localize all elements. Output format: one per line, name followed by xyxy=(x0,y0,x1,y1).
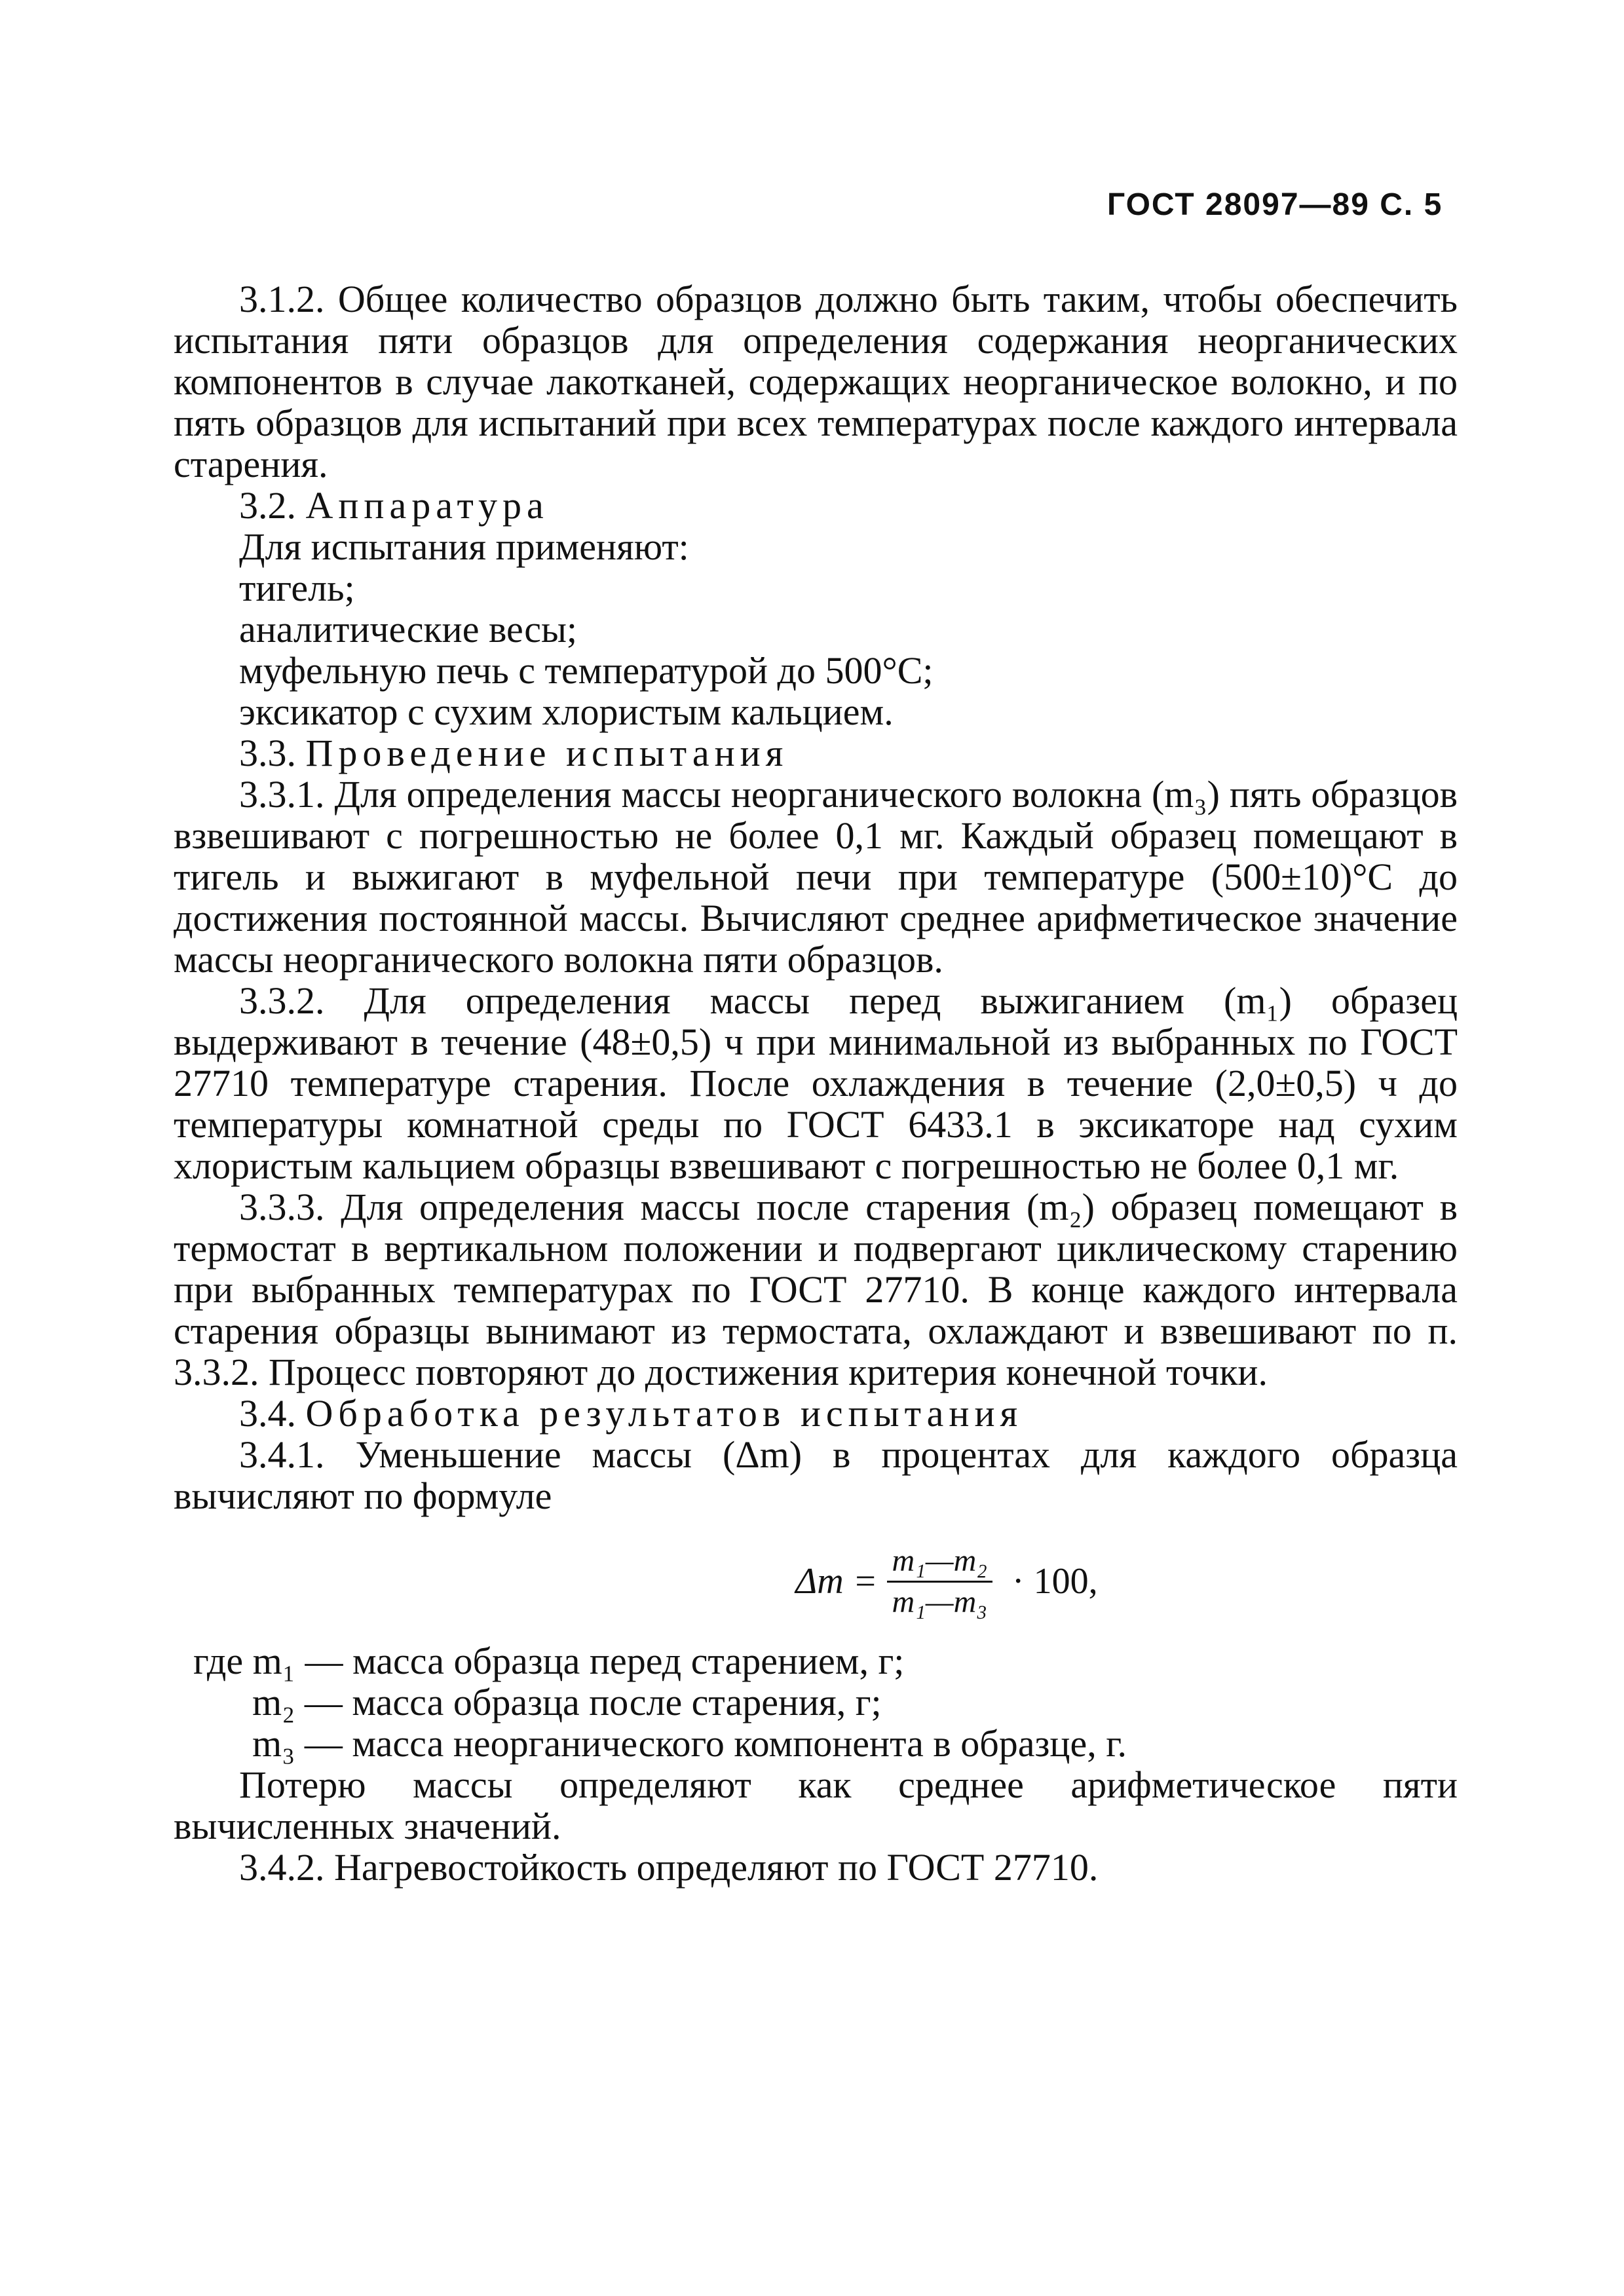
formula-legend-item: m₂ — масса образца после старения, г; xyxy=(252,1681,882,1723)
formula-tail: · 100, xyxy=(1011,1561,1098,1602)
formula-denominator: m₁—m₃ xyxy=(892,1585,987,1619)
section-heading-3-3 xyxy=(174,732,1458,774)
apparatus-item: муфельную печь с температурой до 500°С; xyxy=(239,649,934,692)
paragraph-3-1-2: 3.1.2. Общее количество образцов должно быть таким, чтобы обеспечить испытания пяти образцов для определения содержания неорганических компонентов в случае лакотканей, содержащих неорганическое волокно, и по пять образцов для испытаний при всех температурах после каждого интервала старения. xyxy=(174,278,1458,485)
section-title: Проведение испытания xyxy=(305,732,789,774)
section-number: 3.4. xyxy=(239,1392,306,1435)
paragraph-3-4-2: 3.4.2. Нагревостойкость определяют по ГОСТ 27710. xyxy=(239,1846,1099,1889)
formula-fraction xyxy=(887,1543,992,1621)
apparatus-item: эксикатор с сухим хлористым кальцием. xyxy=(239,690,894,733)
section-title: Аппаратура xyxy=(305,484,549,527)
paragraph-3-3-3: 3.3.3. Для определения массы после старения (m₂) образец помещают в термостат в вертикальном положении и подвергают циклическому старению при выбранных температурах по ГОСТ 27710. В конце каждого интервала старения образцы вынимают из термостата, охлаждают и взвешивают по п. 3.3.2. Процесс повторяют до достижения критерия конечной точки. xyxy=(174,1186,1458,1393)
paragraph-3-3-1: 3.3.1. Для определения массы неорганического волокна (m₃) пять образцов взвешивают с погрешностью не более 0,1 мг. Каждый образец помещают в тигель и выжигают в муфельной печи при температуре (500±10)°С до достижения постоянной массы. Вычисляют среднее арифметическое значение массы неорганического волокна пяти образцов. xyxy=(174,773,1458,981)
formula-legend-item: где m₁ — масса образца перед старением, г; xyxy=(193,1640,905,1682)
section-title: Обработка результатов испытания xyxy=(305,1392,1023,1435)
formula-legend-item: m₃ — масса неорганического компонента в образце, г. xyxy=(252,1722,1127,1765)
paragraph-3-4-1: 3.4.1. Уменьшение массы (Δm) в процентах для каждого образца вычисляют по формуле xyxy=(174,1433,1458,1517)
mass-loss-formula xyxy=(436,1543,1458,1621)
apparatus-intro: Для испытания применяют: xyxy=(239,525,689,568)
paragraph-mass-loss: Потерю массы определяют как среднее арифметическое пяти вычисленных значений. xyxy=(174,1763,1458,1847)
paragraph-3-3-2: 3.3.2. Для определения массы перед выжиганием (m₁) образец выдерживают в течение (48±0,5) ч при минимальной из выбранных по ГОСТ 27710 температуре старения. После охлаждения в течение (2,0±0,5) ч до температуры комнатной среды по ГОСТ 6433.1 в эксикаторе над сухим хлористым кальцием образцы взвешивают с погрешностью не более 0,1 мг. xyxy=(174,979,1458,1187)
section-number: 3.3. xyxy=(239,732,306,774)
apparatus-item: аналитические весы; xyxy=(239,608,578,650)
section-number: 3.2. xyxy=(239,484,306,527)
document-body xyxy=(174,278,1458,1888)
page-header: ГОСТ 28097—89 С. 5 xyxy=(1107,187,1443,222)
apparatus-item: тигель; xyxy=(239,567,355,609)
section-heading-3-2 xyxy=(174,485,1458,526)
formula-lhs: Δm = xyxy=(795,1561,878,1602)
section-heading-3-4 xyxy=(174,1393,1458,1434)
formula-numerator: m₁—m₂ xyxy=(887,1543,992,1583)
